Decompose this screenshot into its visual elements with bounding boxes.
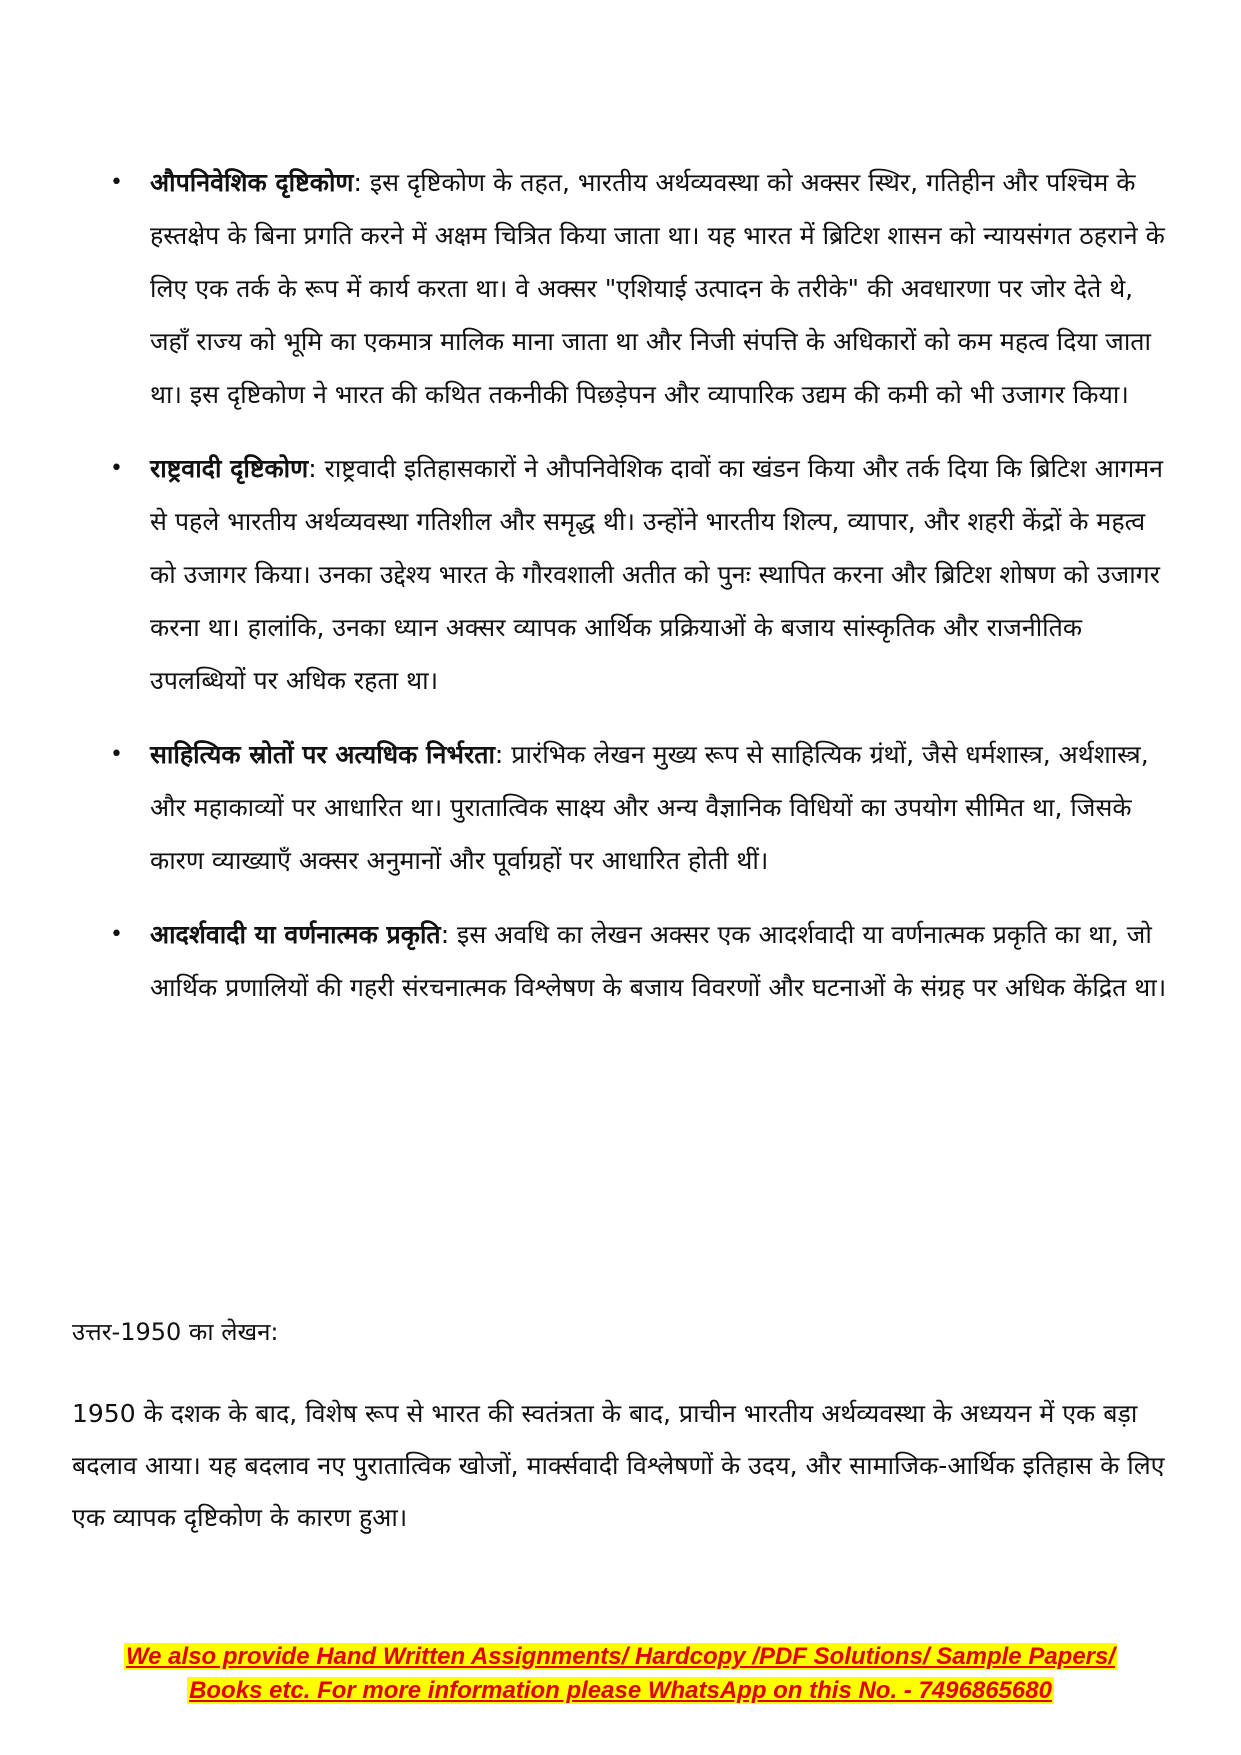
bullet-dot-icon: • xyxy=(110,922,123,947)
bullet-item-nationalist xyxy=(108,442,1178,707)
section-heading: उत्तर-1950 का लेखन: xyxy=(72,1318,279,1346)
bullet-dot-icon: • xyxy=(110,456,123,481)
bullet-item-idealistic xyxy=(108,908,1178,1014)
bullet-item-literary-sources xyxy=(108,728,1178,887)
footer-notice xyxy=(60,1640,1181,1708)
bullet-title: आदर्शवादी या वर्णनात्मक प्रकृति xyxy=(150,920,441,949)
bullet-dot-icon: • xyxy=(110,170,123,195)
bullet-title: साहित्यिक स्रोतों पर अत्यधिक निर्भरता xyxy=(150,740,495,769)
footer-line-2: Books etc. For more information please WhatsApp on this No. - 7496865680 xyxy=(189,1677,1052,1704)
bullet-text: : इस अवधि का लेखन अक्सर एक आदर्शवादी या वर्णनात्मक प्रकृति का था, जो आर्थिक प्रणालियों की गहरी संरचनात्मक विश्लेषण के बजाय विवरणों और घटनाओं के संग्रह पर अधिक केंद्रित था। xyxy=(150,920,1167,1002)
bullet-text: : राष्ट्रवादी इतिहासकारों ने औपनिवेशिक दावों का खंडन किया और तर्क दिया कि ब्रिटिश आगमन से पहले भारतीय अर्थव्यवस्था गतिशील और समृद्ध थी। उन्होंने भारतीय शिल्प, व्यापार, और शहरी केंद्रों के महत्व को उजागर किया। उनका उद्देश्य भारत के गौरवशाली अतीत को पुनः स्थापित करना और ब्रिटिश शोषण को उजागर करना था। हालांकि, उनका ध्यान अक्सर व्यापक आर्थिक प्रक्रियाओं के बजाय सांस्कृतिक और राजनीतिक उपलब्धियों पर अधिक रहता था। xyxy=(150,454,1164,695)
bullet-list xyxy=(108,156,1178,1035)
footer-line-1: We also provide Hand Written Assignments/ Hardcopy /PDF Solutions/ Sample Papers/ xyxy=(125,1643,1116,1670)
bullet-text: : प्रारंभिक लेखन मुख्य रूप से साहित्यिक ग्रंथों, जैसे धर्मशास्त्र, अर्थशास्त्र, और महाकाव्यों पर आधारित था। पुरातात्विक साक्ष्य और अन्य वैज्ञानिक विधियों का उपयोग सीमित था, जिसके कारण व्याख्याएँ अक्सर अनुमानों और पूर्वाग्रहों पर आधारित होती थीं। xyxy=(150,740,1149,875)
bullet-item-colonial xyxy=(108,156,1178,421)
bullet-title: औपनिवेशिक दृष्टिकोण xyxy=(150,168,354,197)
body-paragraph: 1950 के दशक के बाद, विशेष रूप से भारत की स्वतंत्रता के बाद, प्राचीन भारतीय अर्थव्यवस्था के अध्ययन में एक बड़ा बदलाव आया। यह बदलाव नए पुरातात्विक खोजों, मार्क्सवादी विश्लेषणों के उदय, और सामाजिक-आर्थिक इतिहास के लिए एक व्यापक दृष्टिकोण के कारण हुआ। xyxy=(72,1399,1165,1532)
bullet-text: : इस दृष्टिकोण के तहत, भारतीय अर्थव्यवस्था को अक्सर स्थिर, गतिहीन और पश्चिम के हस्तक्षेप के बिना प्रगति करने में अक्षम चित्रित किया जाता था। यह भारत में ब्रिटिश शासन को न्यायसंगत ठहराने के लिए एक तर्क के रूप में कार्य करता था। वे अक्सर "एशियाई उत्पादन के तरीके" की अवधारणा पर जोर देते थे, जहाँ राज्य को भूमि का एकमात्र मालिक माना जाता था और निजी संपत्ति के अधिकारों को कम महत्व दिया जाता था। इस दृष्टिकोण ने भारत की कथित तकनीकी पिछड़ेपन और व्यापारिक उद्यम की कमी को भी उजागर किया। xyxy=(150,168,1165,409)
bullet-dot-icon: • xyxy=(110,742,123,767)
bullet-title: राष्ट्रवादी दृष्टिकोण xyxy=(150,454,309,483)
